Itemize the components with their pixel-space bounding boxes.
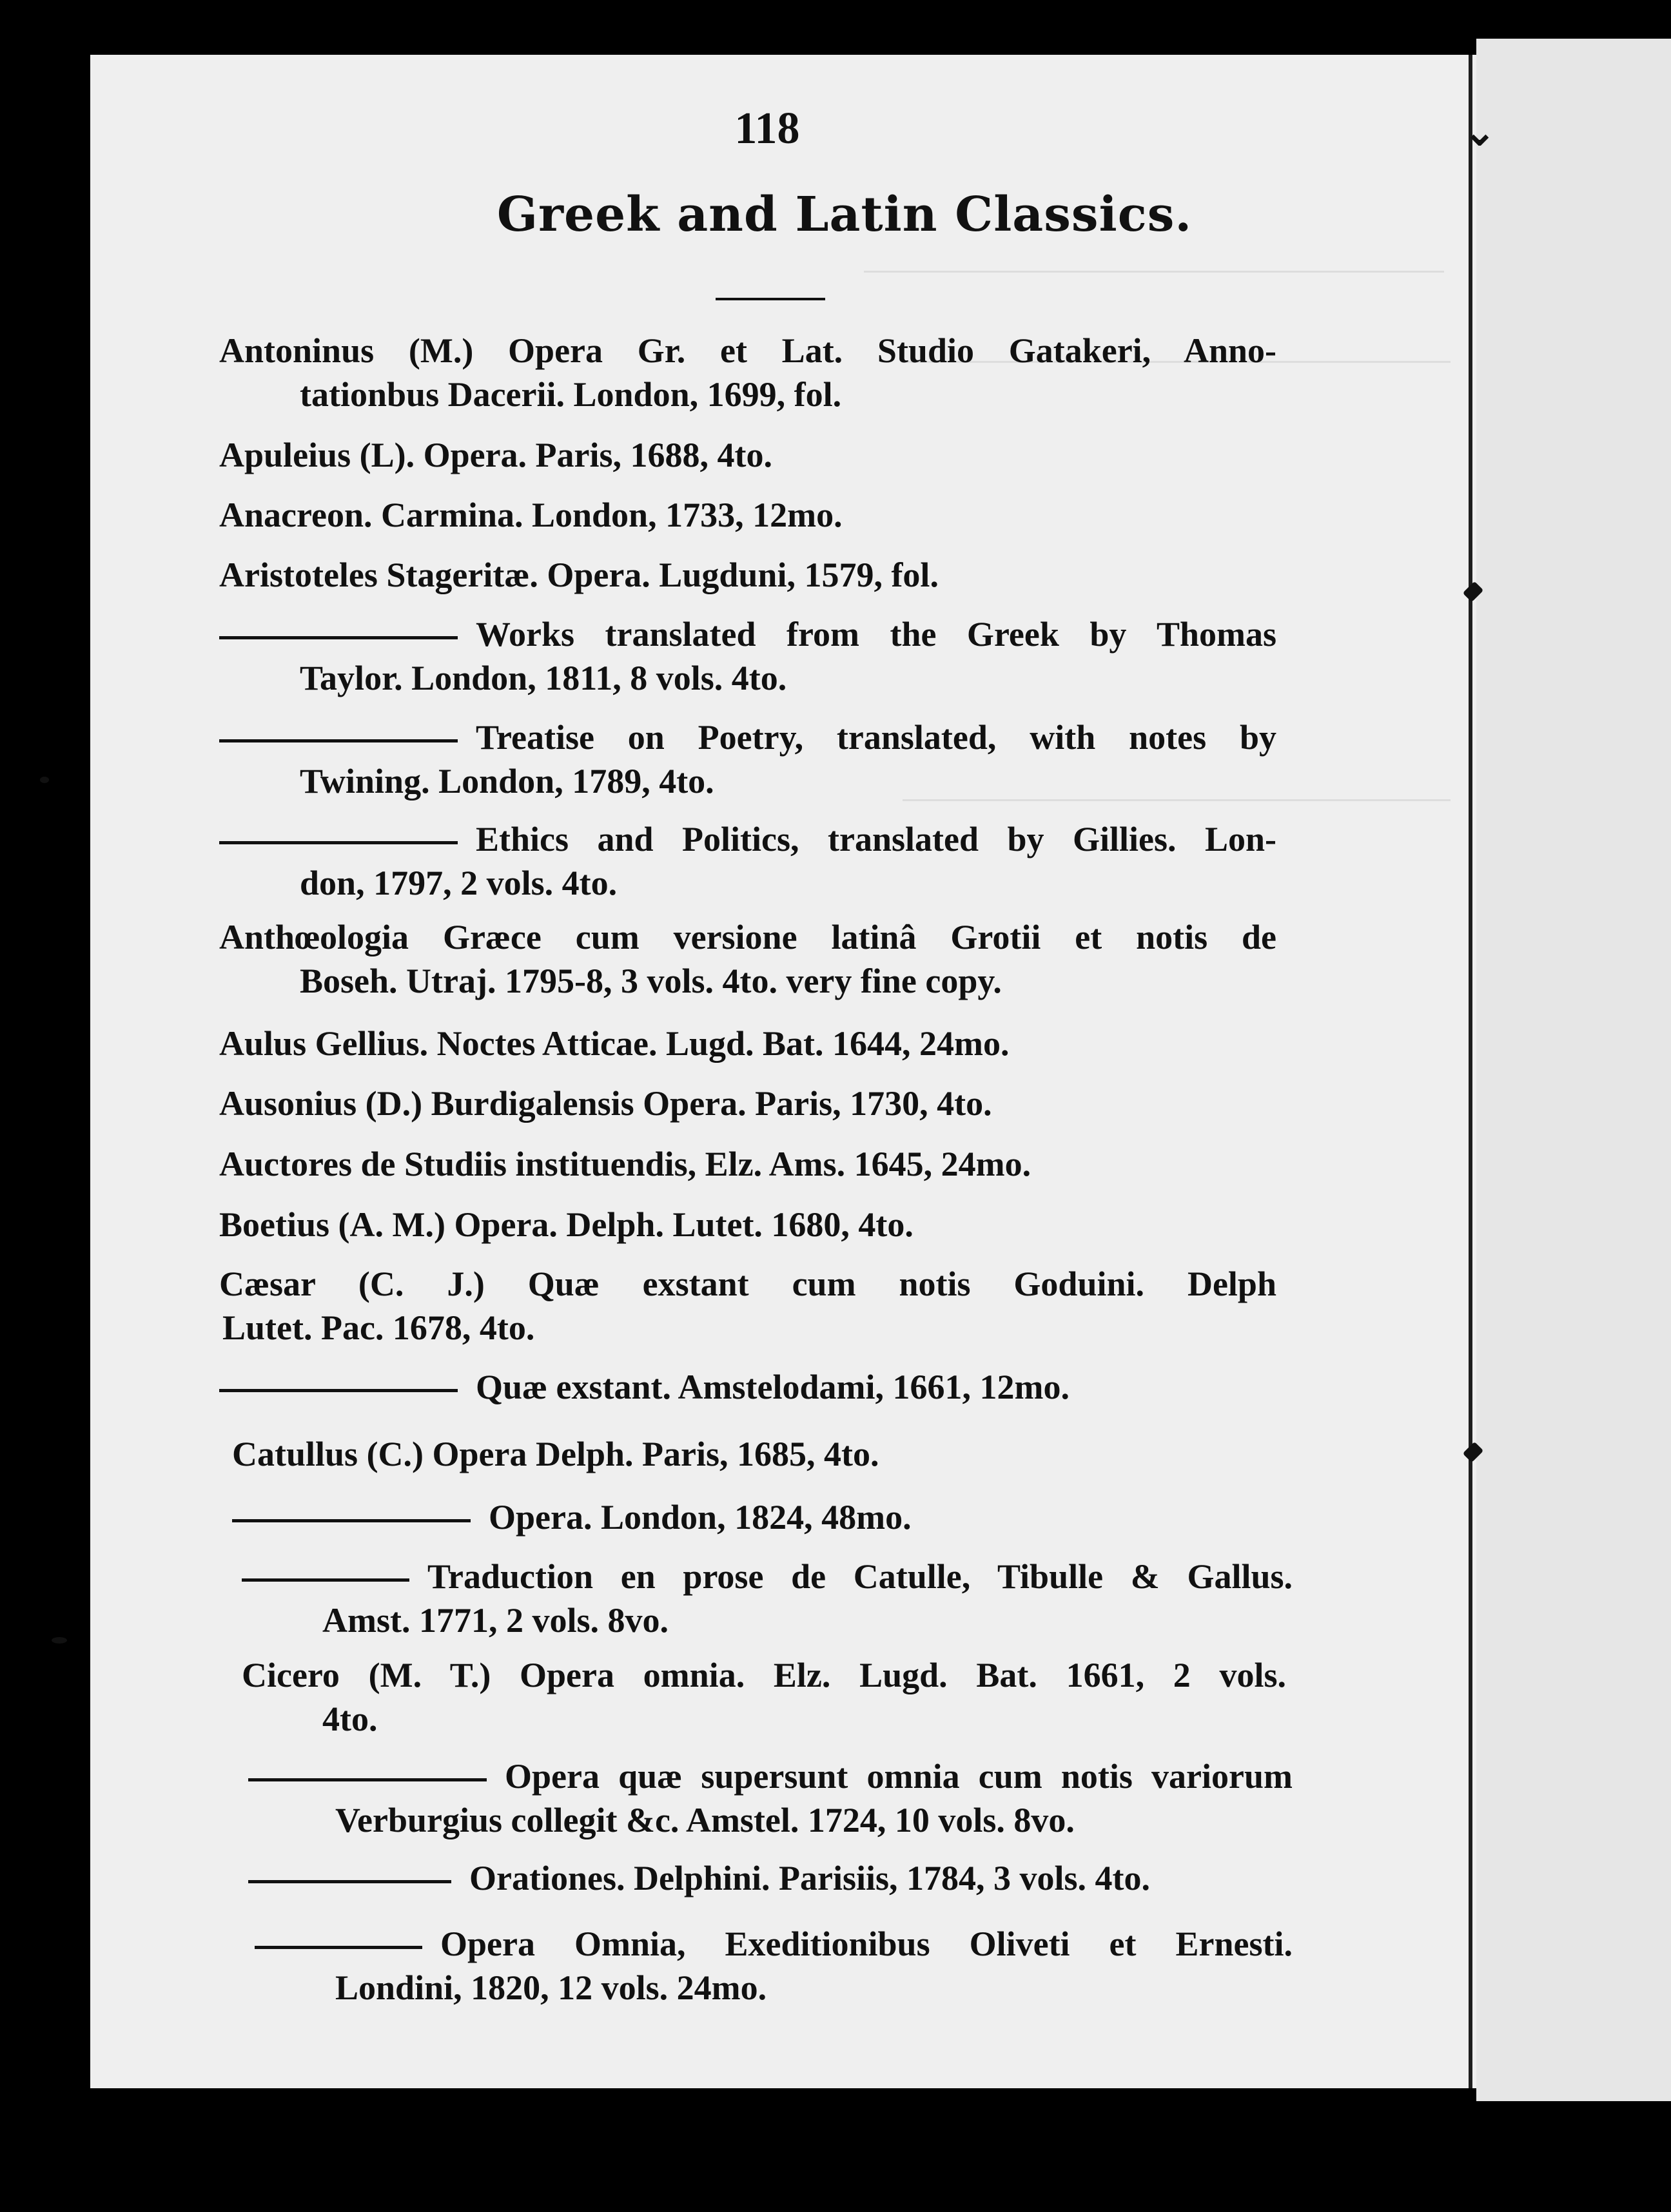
entry-text: Opera. London, 1824, 48mo. (489, 1498, 912, 1537)
catalog-entry (255, 1922, 1293, 2010)
entry-text: Ethics and Politics, translated by Gillies. Lon- (476, 820, 1276, 859)
catalog-entry (219, 612, 1276, 700)
entry-line: Aulus Gellius. Noctes Atticae. Lugd. Bat. 1644, 24mo. (219, 1024, 1010, 1063)
entry-text: Opera quæ supersunt omnia cum notis variorum (505, 1757, 1293, 1796)
ditto-dash (248, 1778, 487, 1781)
entry-text: Traduction en prose de Catulle, Tibulle & Gallus. (427, 1557, 1293, 1596)
entry-text: Works translated from the Greek by Thomas (476, 615, 1276, 654)
entry-line (242, 1555, 1293, 1598)
entry-text: Treatise on Poetry, translated, with notes by (476, 718, 1276, 757)
entry-line: Cæsar (C. J.) Quæ exstant cum notis Goduini. Delph (219, 1265, 1276, 1303)
catalog-entry (242, 1555, 1293, 1642)
facing-page-edge (1476, 39, 1671, 2101)
catalog-entry (219, 1262, 1276, 1350)
entry-line (219, 612, 1276, 656)
entry-text: Orationes. Delphini. Parisiis, 1784, 3 vols. 4to. (469, 1859, 1151, 1897)
catalog-entry (219, 329, 1276, 416)
entry-continuation: Taylor. London, 1811, 8 vols. 4to. (300, 659, 787, 697)
entry-continuation: Boseh. Utraj. 1795-8, 3 vols. 4to. very fine copy. (300, 962, 1002, 1000)
entry-line: Anthœologia Græce cum versione latinâ Grotii et notis de (219, 918, 1276, 956)
entry-line: Anacreon. Carmina. London, 1733, 12mo. (219, 496, 843, 534)
entry-line (255, 1922, 1293, 1966)
catalog-entry (219, 1022, 1276, 1065)
entry-line: Antoninus (M.) Opera Gr. et Lat. Studio Gatakeri, Anno- (219, 331, 1276, 370)
ditto-dash (232, 1519, 471, 1522)
entry-line (219, 715, 1276, 759)
entry-line: Apuleius (L). Opera. Paris, 1688, 4to. (219, 436, 772, 474)
catalog-entry (232, 1432, 1289, 1476)
entry-line: Ausonius (D.) Burdigalensis Opera. Paris, 1730, 4to. (219, 1084, 992, 1123)
entry-continuation: 4to. (322, 1700, 378, 1738)
ditto-dash (248, 1880, 451, 1883)
entry-line: Auctores de Studiis instituendis, Elz. Ams. 1645, 24mo. (219, 1145, 1031, 1183)
catalog-entry (219, 1203, 1276, 1247)
scan-speck (52, 1637, 67, 1644)
catalog-entry (219, 915, 1276, 1003)
catalog-entry (219, 553, 1276, 597)
catalog-entry (219, 817, 1276, 905)
ditto-dash (219, 1389, 458, 1392)
scan-speck (40, 777, 49, 783)
entry-line: Cicero (M. T.) Opera omnia. Elz. Lugd. Bat. 1661, 2 vols. (242, 1656, 1286, 1694)
ditto-dash (255, 1946, 422, 1949)
entry-continuation: Lutet. Pac. 1678, 4to. (222, 1308, 535, 1347)
bleed-through-mark (864, 271, 1444, 273)
catalog-entry (219, 715, 1276, 803)
catalog-entry (219, 433, 1276, 477)
ditto-dash (219, 636, 458, 639)
entry-continuation: tationbus Dacerii. London, 1699, fol. (300, 375, 842, 414)
entry-text: Opera Omnia, Exeditionibus Oliveti et Ernesti. (440, 1925, 1293, 1963)
catalog-entry (219, 1082, 1276, 1125)
entry-continuation: Twining. London, 1789, 4to. (300, 762, 714, 800)
ditto-dash (219, 739, 458, 742)
gutter-mark: ⌄ (1463, 111, 1496, 153)
catalog-entry (219, 1365, 1276, 1409)
entry-continuation: Verburgius collegit &c. Amstel. 1724, 10 vols. 8vo. (335, 1801, 1075, 1839)
entry-line (248, 1754, 1293, 1798)
catalog-entry (232, 1495, 1289, 1539)
catalog-entry (242, 1653, 1286, 1741)
catalog-entry (219, 493, 1276, 537)
entry-continuation: Londini, 1820, 12 vols. 24mo. (335, 1968, 767, 2007)
page-number: 118 (734, 104, 800, 153)
page-title: Greek and Latin Classics. (496, 187, 1193, 242)
catalog-entry (248, 1754, 1293, 1842)
entry-continuation: don, 1797, 2 vols. 4to. (300, 864, 618, 902)
entry-continuation: Amst. 1771, 2 vols. 8vo. (322, 1601, 669, 1640)
entry-line (219, 817, 1276, 861)
title-rule (716, 298, 825, 300)
catalog-entry (248, 1856, 1293, 1900)
entry-line (248, 1856, 1293, 1900)
catalog-entry (219, 1142, 1276, 1186)
entry-line: Boetius (A. M.) Opera. Delph. Lutet. 1680, 4to. (219, 1205, 914, 1244)
entry-line (219, 1365, 1276, 1409)
entry-text: Quæ exstant. Amstelodami, 1661, 12mo. (476, 1368, 1070, 1406)
entry-line: Aristoteles Stageritæ. Opera. Lugduni, 1579, fol. (219, 556, 939, 594)
ditto-dash (219, 841, 458, 844)
entry-line (232, 1495, 1289, 1539)
ditto-dash (242, 1578, 409, 1582)
binding-gutter (1469, 55, 1472, 2088)
entry-line: Catullus (C.) Opera Delph. Paris, 1685, 4to. (232, 1435, 879, 1473)
